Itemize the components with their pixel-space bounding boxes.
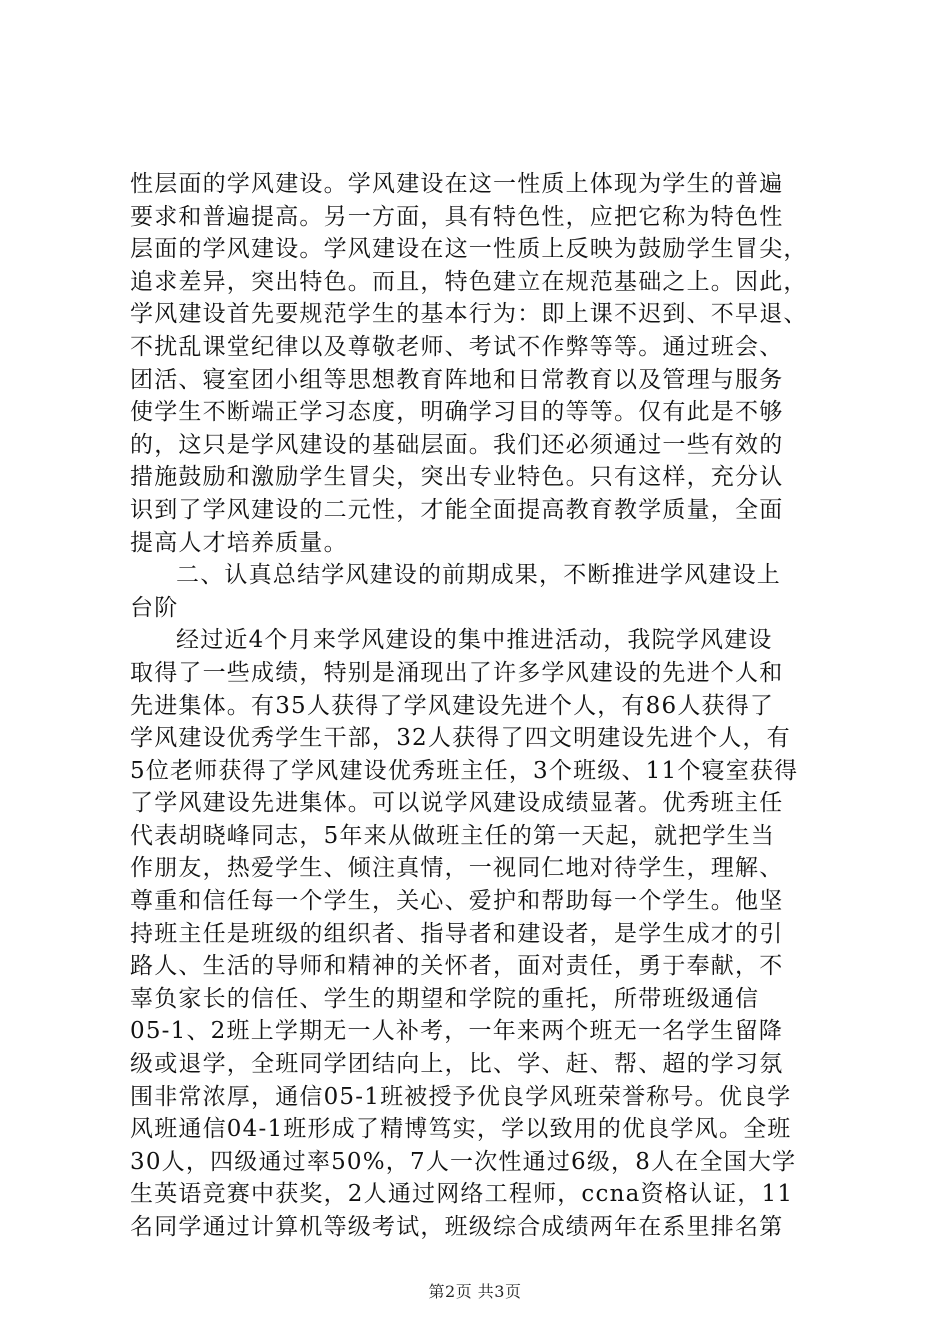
text-line: 措施鼓励和激励学生冒尖，突出专业特色。只有这样，充分认 [130, 464, 784, 491]
page-number: 第2页 共3页 [428, 1282, 522, 1301]
text-line: 了学风建设先进集体。可以说学风建设成绩显著。优秀班主任 [130, 790, 784, 817]
section-heading: 二、认真总结学风建设的前期成果，不断推进学风建设上 [176, 562, 781, 589]
text-line: 路人、生活的导师和精神的关怀者，面对责任，勇于奉献，不 [130, 953, 784, 980]
text-line: 30人，四级通过率50%，7人一次性通过6级，8人在全国大学 [130, 1148, 797, 1175]
text-line: 学风建设首先要规范学生的基本行为：即上课不迟到、不早退、 [130, 301, 808, 328]
text-line: 尊重和信任每一个学生，关心、爱护和帮助每一个学生。他坚 [130, 888, 784, 915]
text-line: 不扰乱课堂纪律以及尊敬老师、考试不作弊等等。通过班会、 [130, 333, 784, 360]
text-line: 层面的学风建设。学风建设在这一性质上反映为鼓励学生冒尖， [130, 236, 808, 263]
text-line: 取得了一些成绩，特别是涌现出了许多学风建设的先进个人和 [130, 659, 784, 686]
text-line: 要求和普遍提高。另一方面，具有特色性，应把它称为特色性 [130, 203, 784, 230]
text-line: 风班通信04-1班形成了精博笃实，学以致用的优良学风。全班 [130, 1116, 792, 1143]
text-line: 使学生不断端正学习态度，明确学习目的等等。仅有此是不够 [130, 399, 784, 426]
paragraph-start: 经过近4个月来学风建设的集中推进活动，我院学风建设 [176, 627, 773, 654]
text-line: 05-1、2班上学期无一人补考，一年来两个班无一名学生留降 [130, 1018, 784, 1045]
text-line: 性层面的学风建设。学风建设在这一性质上体现为学生的普遍 [130, 171, 784, 197]
text-line: 代表胡晓峰同志，5年来从做班主任的第一天起，就把学生当 [130, 822, 776, 849]
text-line: 级或退学，全班同学团结向上，比、学、赶、帮、超的学习氛 [130, 1051, 784, 1078]
text-line: 提高人才培养质量。 [130, 529, 348, 556]
text-line: 围非常浓厚，通信05-1班被授予优良学风班荣誉称号。优良学 [130, 1083, 792, 1110]
text-line: 5位老师获得了学风建设优秀班主任，3个班级、11个寝室获得 [130, 757, 799, 784]
text-line: 作朋友，热爱学生、倾注真情，一视同仁地对待学生，理解、 [130, 855, 784, 882]
text-line: 名同学通过计算机等级考试，班级综合成绩两年在系里排名第 [130, 1214, 784, 1240]
text-line: 学风建设优秀学生干部，32人获得了四文明建设先进个人，有 [130, 725, 791, 752]
text-line: 的，这只是学风建设的基础层面。我们还必须通过一些有效的 [130, 431, 784, 458]
text-line: 辜负家长的信任、学生的期望和学院的重托，所带班级通信 [130, 985, 760, 1012]
text-line: 生英语竞赛中获奖，2人通过网络工程师，ccna资格认证，11 [130, 1181, 794, 1208]
text-line: 团活、寝室团小组等思想教育阵地和日常教育以及管理与服务 [130, 366, 784, 393]
text-line: 持班主任是班级的组织者、指导者和建设者，是学生成才的引 [130, 920, 784, 947]
document-body [130, 168, 840, 1244]
text-line: 识到了学风建设的二元性，才能全面提高教育教学质量，全面 [130, 496, 784, 523]
text-line: 追求差异，突出特色。而且，特色建立在规范基础之上。因此， [130, 268, 808, 295]
section-heading-continued: 台阶 [130, 594, 179, 621]
text-line: 先进集体。有35人获得了学风建设先进个人，有86人获得了 [130, 692, 775, 719]
